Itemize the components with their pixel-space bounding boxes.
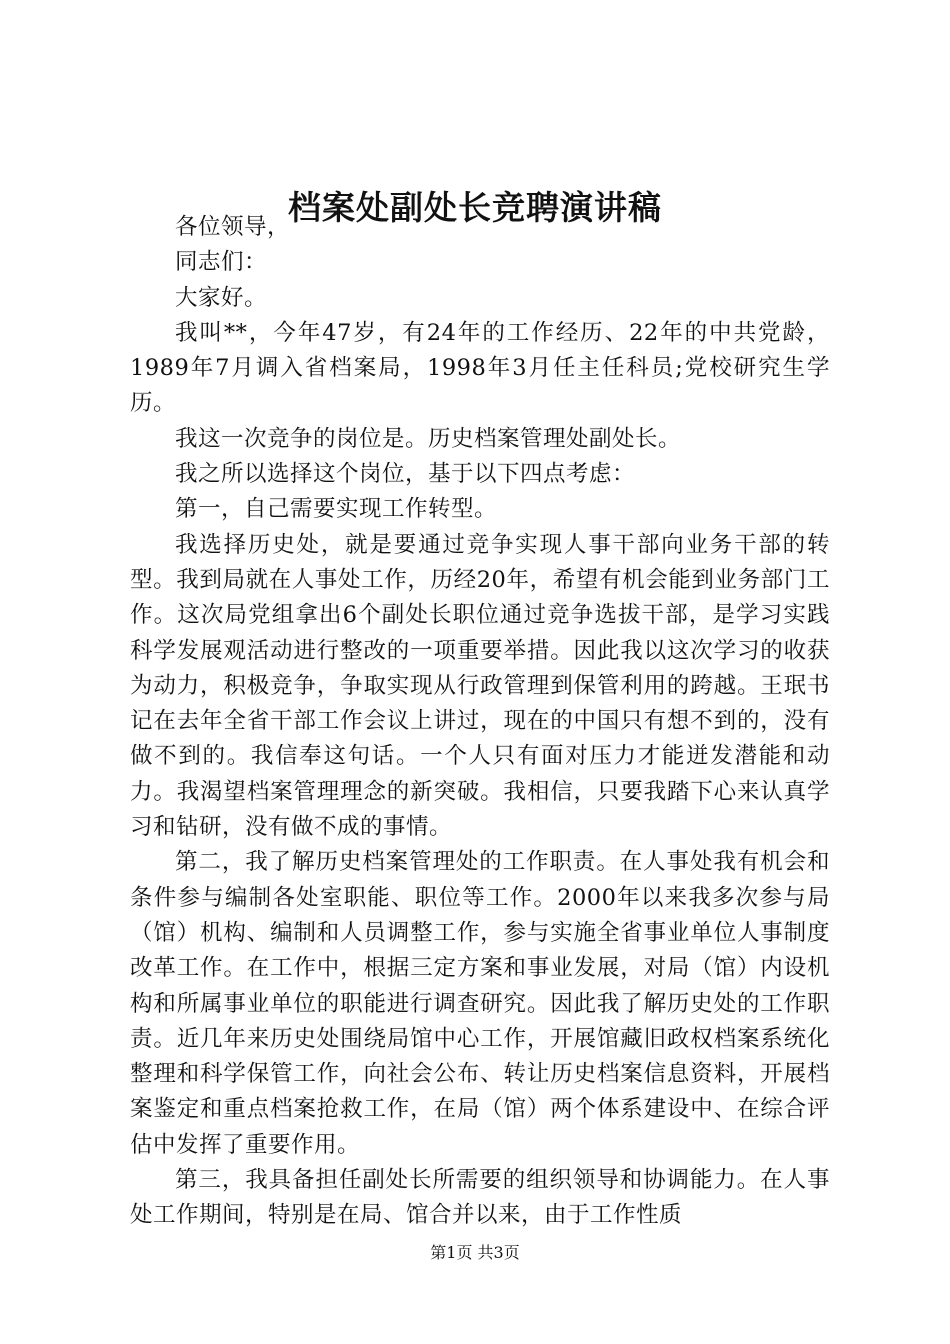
page-footer: 第1页 共3页 bbox=[430, 1243, 520, 1262]
paragraph-reason-two: 第二，我了解历史档案管理处的工作职责。在人事处我有机会和条件参与编制各处室职能、职位等工作。2000年以来我多次参与局（馆）机构、编制和人员调整工作，参与实施全省事业单位人事制度改革工作。在工作中，根据三定方案和事业发展，对局（馆）内设机构和所属事业单位的职能进行调查研究。因此我了解历史处的工作职责。近几年来历史处围绕局馆中心工作，开展馆藏旧政权档案系统化整理和科学保管工作，向社会公布、转让历史档案信息资料，开展档案鉴定和重点档案抢救工作，在局（馆）两个体系建设中、在综合评估中发挥了重要作用。 bbox=[130, 849, 830, 1158]
document-title: 档案处副处长竞聘演讲稿 bbox=[288, 188, 662, 227]
document-body bbox=[130, 210, 830, 1234]
paragraph-reasons-intro: 我之所以选择这个岗位，基于以下四点考虑： bbox=[175, 461, 636, 488]
greeting-comrades: 同志们： bbox=[175, 249, 268, 276]
greeting-leaders: 各位领导， bbox=[175, 214, 291, 240]
paragraph-reason-three: 第三，我具备担任副处长所需要的组织领导和协调能力。在人事处工作期间，特别是在局、馆合并以来，由于工作性质 bbox=[130, 1167, 830, 1229]
paragraph-reason-one-body: 我选择历史处，就是要通过竞争实现人事干部向业务干部的转型。我到局就在人事处工作，历经20年，希望有机会能到业务部门工作。这次局党组拿出6个副处长职位通过竞争选拔干部，是学习实践科学发展观活动进行整改的一项重要举措。因此我以这次学习的收获为动力，积极竞争，争取实现从行政管理到保管利用的跨越。王珉书记在去年全省干部工作会议上讲过，现在的中国只有想不到的，没有做不到的。我信奉这句话。一个人只有面对压力才能迸发潜能和动力。我渴望档案管理理念的新突破。我相信，只要我踏下心来认真学习和钻研，没有做不成的事情。 bbox=[130, 531, 830, 841]
greeting-everyone: 大家好。 bbox=[175, 284, 268, 311]
paragraph-position: 我这一次竞争的岗位是。历史档案管理处副处长。 bbox=[175, 425, 682, 452]
paragraph-reason-one-heading: 第一，自己需要实现工作转型。 bbox=[175, 496, 498, 523]
paragraph-introduction: 我叫**，今年47岁，有24年的工作经历、22年的中共党龄，1989年7月调入省档案局，1998年3月任主任科员;党校研究生学历。 bbox=[130, 319, 830, 417]
